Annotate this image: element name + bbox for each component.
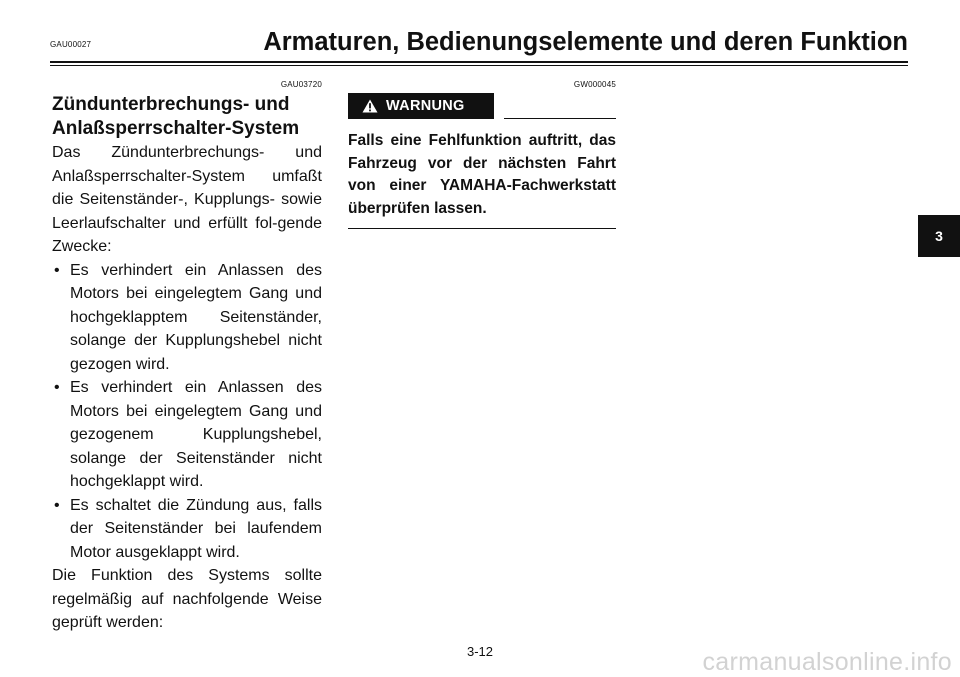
warning-bottom-rule <box>348 228 616 229</box>
list-item <box>52 376 322 494</box>
intro-paragraph: Das Zündunterbrechungs- und Anlaßsperrschalter-System umfaßt die Seitenständer-, Kupplungs- sowie Leerlaufschalter und erfüllt fol-gende Zwecke: <box>52 144 322 255</box>
header-rule-thin <box>50 65 908 66</box>
left-column <box>52 80 322 635</box>
warning-header-rule <box>504 118 616 119</box>
outro-paragraph: Die Funktion des Systems sollte regelmäßig auf nachfolgende Weise geprüft werden: <box>52 567 322 631</box>
list-item <box>52 259 322 377</box>
warning-box <box>348 80 616 229</box>
section-heading-line1: Zündunterbrechungs- und <box>52 94 290 115</box>
list-item <box>52 494 322 565</box>
header-code: GAU00027 <box>50 40 92 49</box>
warning-badge <box>348 93 494 119</box>
list-item-text: Es verhindert ein Anlassen des Motors bei eingelegtem Gang und hochgeklapptem Seitenständer, solange der Kupplungshebel nicht gezogen wird. <box>70 261 322 373</box>
warning-text: Falls eine Fehlfunktion auftritt, das Fahrzeug vor der nächsten Fahrt von einer YAMAHA-Fachwerkstatt überprüfen lassen. <box>348 132 616 217</box>
page-title: Armaturen, Bedienungselemente und deren Funktion <box>263 28 908 56</box>
chapter-tab: 3 <box>918 215 960 257</box>
section-heading-line2: Anlaßsperrschalter-System <box>52 117 300 139</box>
watermark: carmanualsonline.info <box>702 648 952 676</box>
bullet-icon: • <box>54 496 60 514</box>
section-heading <box>52 93 322 140</box>
list-item-text: Es schaltet die Zündung aus, falls der Seitenständer bei laufendem Motor ausgeklappt wird. <box>70 496 322 561</box>
bullet-icon: • <box>54 379 60 396</box>
header-rule <box>50 61 908 63</box>
warning-triangle-icon <box>362 99 378 113</box>
page-number: 3-12 <box>466 644 494 659</box>
warning-label: WARNUNG <box>386 98 465 114</box>
bullet-icon: • <box>54 261 60 279</box>
bullet-list <box>52 259 322 565</box>
warning-header <box>348 93 616 119</box>
section-code: GAU03720 <box>280 80 322 89</box>
list-item-text: Es verhindert ein Anlassen des Motors bei eingelegtem Gang und gezogenem Kupplungshebel, solange der Seitenständer nicht hochgeklappt wird. <box>70 379 322 490</box>
warning-code: GW000045 <box>573 80 616 89</box>
